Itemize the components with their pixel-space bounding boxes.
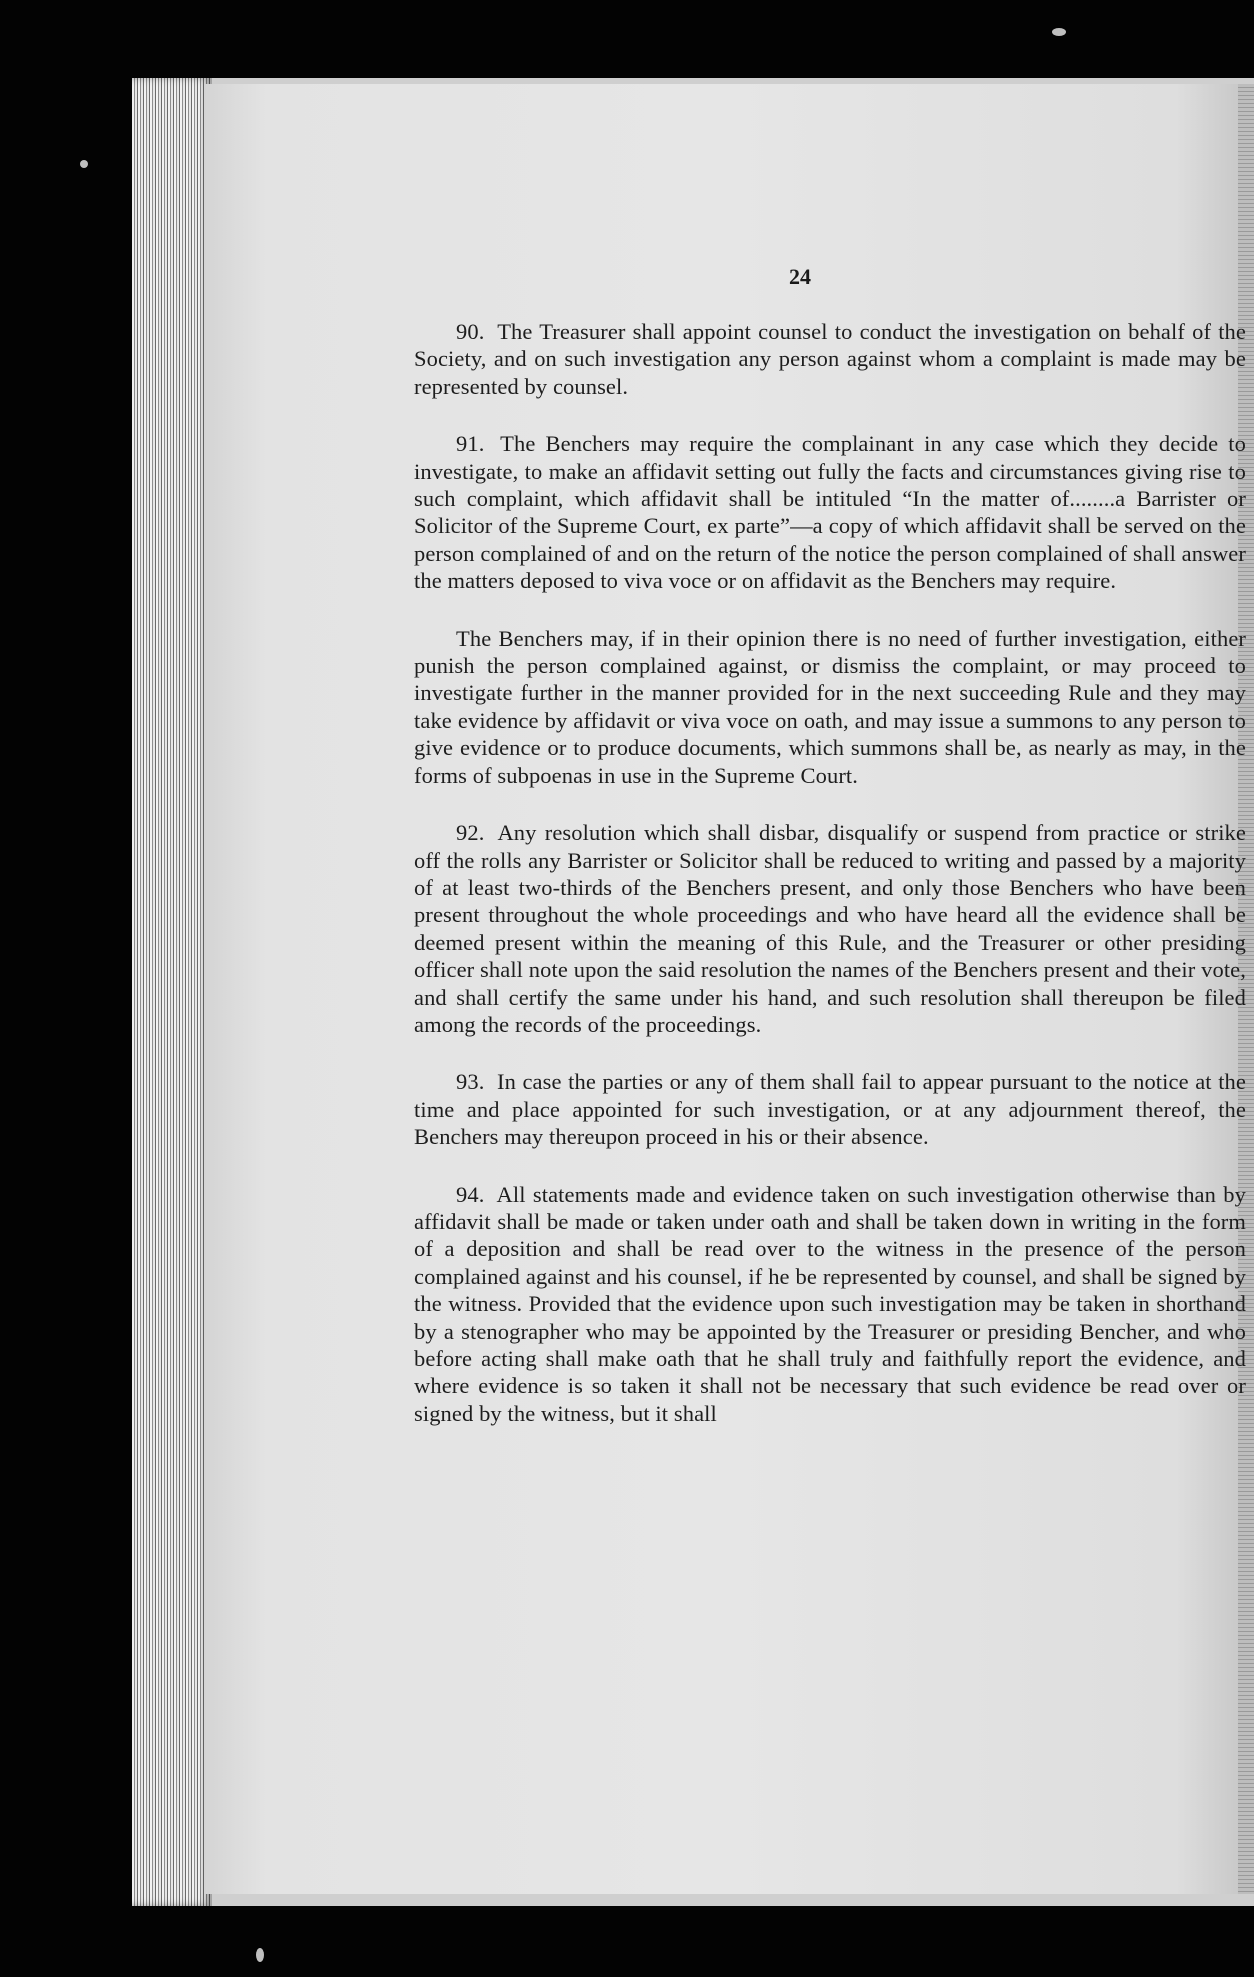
rule-text: The Treasurer shall appoint counsel to conduct the investigation on behalf of the Society, and on such investigation any person against whom a complaint is made may be represented by counsel.	[414, 319, 1246, 399]
rule-text: In case the parties or any of them shall fail to appear pursuant to the notice at the time and place appointed for such investigation, or at any adjournment thereof, the Benchers may thereupon proceed in his or their absence.	[414, 1069, 1246, 1150]
dust-speck	[256, 1948, 264, 1962]
rule-90	[414, 318, 1246, 400]
rule-text: Any resolution which shall disbar, disqualify or suspend from practice or strike off the rolls any Barrister or Solicitor shall be reduced to writing and passed by a majority of at least two-thirds of the Benchers present, and only those Benchers who have been present throughout the whole proceedings and who have heard all the evidence shall be deemed present within the meaning of this Rule, and the Treasurer or other presiding officer shall note upon the said resolution the names of the Benchers present and their vote, and shall certify the same under his hand, and such resolution shall thereupon be filed among the records of the proceedings.	[414, 820, 1246, 1037]
rule-number: 93.	[456, 1069, 485, 1095]
rule-94	[414, 1181, 1246, 1428]
rule-number: 94.	[456, 1181, 485, 1207]
dust-speck	[80, 160, 88, 168]
rule-91-continuation	[414, 625, 1246, 789]
page-edges	[132, 78, 212, 1906]
rule-number: 91.	[456, 431, 485, 457]
rule-text: The Benchers may require the complainant in any case which they decide to investigate, to make an affidavit setting out fully the facts and circumstances giving rise to such complaint, which affidavit shall be intituled “In the matter of........a Barrister or Solicitor of the Supreme Court, ex parte”—a copy of which affidavit shall be served on the person complained of and on the return of the notice the person complained of shall answer the matters deposed to viva voce or on affidavit as the Benchers may require.	[414, 431, 1246, 594]
rule-93	[414, 1068, 1246, 1150]
rule-text: The Benchers may, if in their opinion there is no need of further investigation, either punish the person complained against, or dismiss the complaint, or may proceed to investigate further in the manner provided for in the next succeeding Rule and they may take evidence by affidavit or viva voce on oath, and may issue a summons to any person to give evidence or to produce documents, which summons shall be, as nearly as may, in the forms of subpoenas in use in the Supreme Court.	[414, 625, 1246, 788]
page-number: 24	[789, 264, 811, 289]
rule-92	[414, 819, 1246, 1038]
rule-91	[414, 430, 1246, 594]
rule-text: All statements made and evidence taken on such investigation otherwise than by affidavit shall be made or taken under oath and shall be taken down in writing in the form of a deposition and shall be read over to the witness in the presence of the person complained against and his counsel, if he be represented by counsel, and shall be signed by the witness. Provided that the evidence upon such investigation may be taken in shorthand by a stenographer who may be appointed by the Treasurer or presiding Bencher, and who before acting shall make oath that he shall truly and faithfully report the evidence, and where evidence is so taken it shall not be necessary that such evidence be read over or signed by the witness, but it shall	[414, 1181, 1246, 1426]
rule-number: 90.	[456, 319, 485, 344]
dust-speck	[1052, 28, 1066, 36]
rules-text	[414, 260, 1246, 1457]
rule-number: 92.	[456, 820, 485, 846]
